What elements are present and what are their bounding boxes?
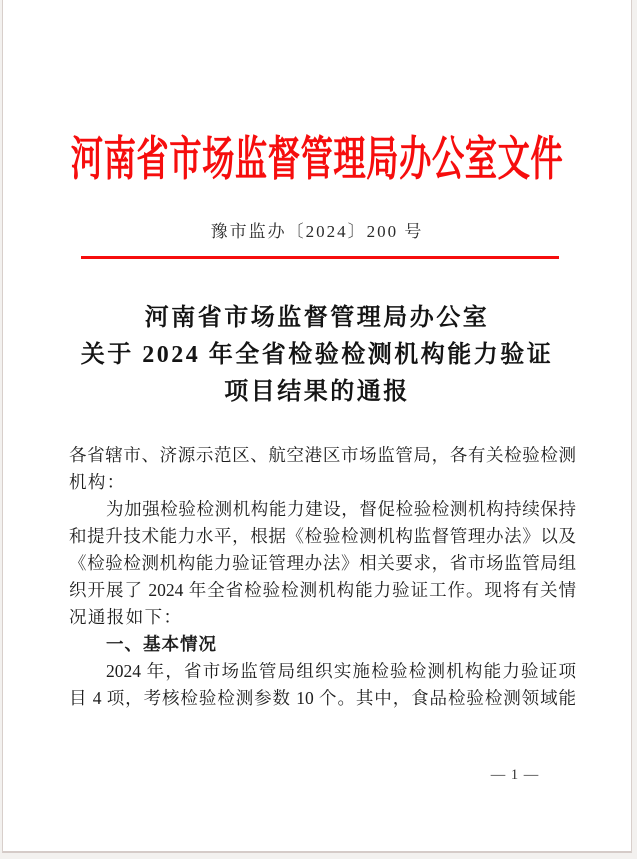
body-line-paragraph-1-cont: 织开展了 2024 年全省检验检测机构能力验证工作。现将有关情 <box>69 580 576 600</box>
body-line-salutation-cont: 机构： <box>69 472 126 492</box>
document-body <box>69 442 576 712</box>
document-number: 豫市监办〔2024〕200 号 <box>210 222 424 241</box>
document-title-line-1: 河南省市场监督管理局办公室 <box>144 305 490 331</box>
letterhead-title: 河南省市场监督管理局办公室文件 <box>70 135 564 187</box>
body-line-paragraph-1: 为加强检验检测机构能力建设，督促检验检测机构持续保持 <box>106 499 576 519</box>
section-heading-basic-situation: 一、基本情况 <box>106 634 217 654</box>
body-line-paragraph-2: 2024 年，省市场监管局组织实施检验检测机构能力验证项 <box>106 661 576 681</box>
body-line-paragraph-1-cont: 和提升技术能力水平，根据《检验检测机构监督管理办法》以及 <box>69 526 576 546</box>
body-line-paragraph-1-end: 况通报如下： <box>69 607 183 627</box>
letterhead-divider <box>81 256 559 259</box>
body-line-paragraph-2-cont: 目 4 项，考核检验检测参数 10 个。其中，食品检验检测领域能 <box>69 688 576 708</box>
document-title-line-3: 项目结果的通报 <box>224 379 410 405</box>
document-title-line-2: 关于 2024 年全省检验检测机构能力验证 <box>80 342 554 368</box>
document-page <box>2 0 632 853</box>
body-line-paragraph-1-cont: 《检验检测机构能力验证管理办法》相关要求，省市场监管局组 <box>69 553 576 573</box>
body-line-salutation: 各省辖市、济源示范区、航空港区市场监管局，各有关检验检测 <box>69 445 576 465</box>
document-title <box>3 300 631 411</box>
page-number: — 1 — <box>490 767 540 783</box>
